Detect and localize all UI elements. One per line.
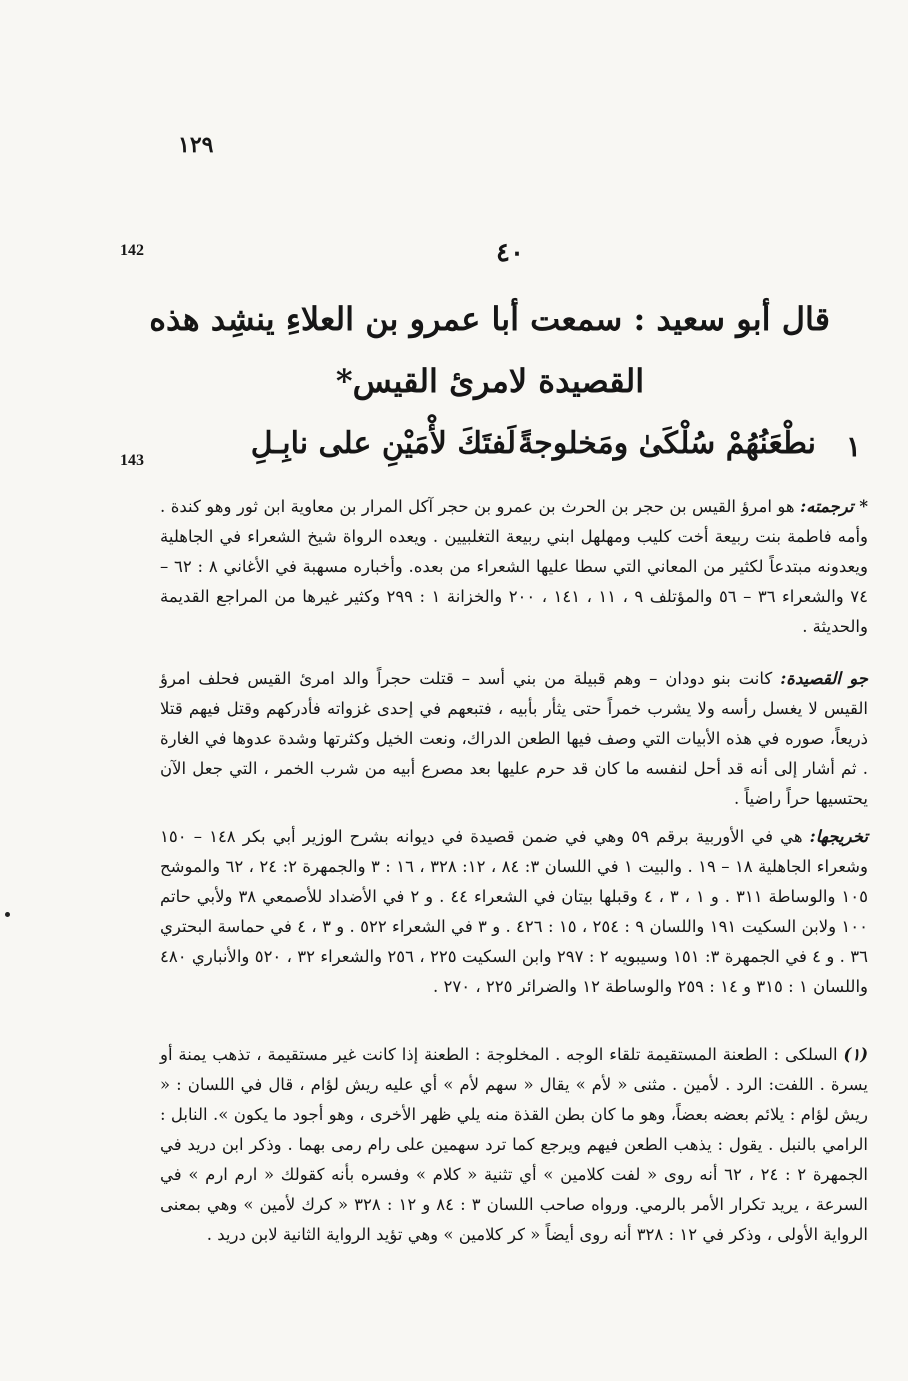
note-commentary-text: السلكى : الطعنة المستقيمة تلقاء الوجه . المخلوجة : الطعنة إذا كانت غير مستقيمة ، تذهب يمنة أو يسرة . اللفت: الرد . لأمين . مثنى « لأم » يقال « سهم لأم » أي عليه ريش لؤام ، قال في اللسان : « ريش لؤام : يلائم بعضه بعضاً، وهو ما كان بطن القذة منه يلي ظهر الأخرى ، وهو أجود ما يكون ». النابل : الرامي بالنبل . يقول : يذهب الطعن فيهم ويرجع كما ترد سهمين على رام رمى بهما . وذكر ابن دريد في الجمهرة ٢ : ٢٤ ، ٦٢ أنه روى « لفت كلامين » أي تثنية « كلام » وفسره بأنه كقولك « ارم ارم » في السرعة ، يريد تكرار الأمر بالرمي. ورواه صاحب اللسان ٣ : ٨٤ و ١٢ : ٣٢٨ « كرك لأمين » وهي بمعنى الرواية الأولى ، وذكر في ١٢ : ٣٢٨ أنه روى أيضاً « كر كلامين » وهي تؤيد الرواية الثانية لابن دريد . xyxy=(160,1045,868,1244)
page-number: ١٢٩ xyxy=(178,132,214,158)
margin-reference-verse: 143 xyxy=(120,452,144,469)
note-sources-label: تخريجها: xyxy=(809,827,868,846)
note-occasion-label: جو القصيدة: xyxy=(780,669,868,688)
note-occasion-text: كانت بنو دودان – وهم قبيلة من بني أسد – قتلت حجراً والد امرئ القيس فحلف امرؤ القيس لا يغسل رأسه ولا يشرب خمراً حتى يثأر بأبيه ، فتبعهم في إحدى غزواته فأدركهم وقتل فيهم قتلا ذريعاً، صوره في هذه الأبيات التي وصف فيها الطعن الدراك، ونعت الخيل وكثرتها وشدة عدوها في الغارة . ثم أشار إلى أنه قد أحل لنفسه ما كان قد حرم عليها بعد مصرع أبيه من شرب الخمر ، التي جعل الآن يحتسيها حراً راضياً . xyxy=(160,669,868,808)
verse-number: ١ xyxy=(846,430,862,463)
note-commentary xyxy=(160,1040,868,1250)
margin-reference-top: 142 xyxy=(120,242,144,259)
note-biography-text: هو امرؤ القيس بن حجر بن الحرث بن عمرو بن حجر آكل المرار بن معاوية ابن ثور وهو كندة . وأمه فاطمة بنت ربيعة أخت كليب ومهلهل ابني ربيعة التغلبيين . ويعده الرواة شيخ الشعراء في الجاهلية ويعدونه مبتدعاً لكثير من المعاني التي سطا عليها الشعراء من بعده. وأخباره مسهبة في الأغاني ٨ : ٦٢ – ٧٤ والشعراء ٣٦ – ٥٦ والمؤتلف ٩ ، ١١ ، ١٤١ ، ٢٠٠ والخزانة ١ : ٢٩٩ وكثير غيرها من المراجع القديمة والحديثة . xyxy=(160,497,868,636)
note-sources-text: هي في الأوربية برقم ٥٩ وهي في ضمن قصيدة في ديوانه بشرح الوزير أبي بكر ١٤٨ – ١٥٠ وشعراء الجاهلية ١٨ – ١٩ . والبيت ١ في اللسان ٣: ٨٤ ، ١٢: ٣٢٨ ، ١٦ : ٣ والجمهرة ٢: ٢٤ ، ٦٢ والموشح ١٠٥ والوساطة ٣١١ . و ١ ، ٣ ، ٤ وقبلها بيتان في الشعراء ٤٤ . و ٢ في الأضداد للأصمعي ٣٨ ولأبي حاتم ١٠٠ ولابن السكيت ١٩١ واللسان ٩ : ٢٥٤ ، ١٥ : ٤٢٦ . و ٣ في الشعراء ٥٢٢ . و ٣ ، ٤ في حماسة البحتري ٣٦ . و ٤ في الجمهرة ٣: ١٥١ وسيبويه ٢ : ٢٩٧ وابن السكيت ٢٢٥ ، ٢٥٦ والشعراء ٣٢ ، ٥٢٠ والأنباري ٤٨٠ واللسان ١ : ٣١٥ و ١٤ : ٢٥٩ والوساطة ١٢ والضرائر ٢٢٥ ، ٢٧٠ . xyxy=(160,827,869,996)
title-line-2: القصيدة لامرئ القيس* xyxy=(335,362,645,400)
note-occasion xyxy=(160,664,868,814)
poem-number: ٤٠ xyxy=(496,238,524,268)
note-commentary-label: (١) xyxy=(843,1045,868,1064)
title-line-1: قال أبو سعيد : سمعت أبا عمرو بن العلاءِ ينشِد هذه xyxy=(149,300,830,338)
note-biography xyxy=(160,492,868,642)
verse-second-hemistich: لَفتَكَ لأْمَيْنِ على نابِـلِ xyxy=(250,426,516,461)
note-sources xyxy=(160,822,868,1002)
verse-first-hemistich: نطْعَنُهُمْ سُلْكَىٰ ومَخلوجةً xyxy=(518,426,816,461)
note-biography-label: * ترجمته: xyxy=(800,497,868,516)
ink-blot xyxy=(5,912,10,917)
